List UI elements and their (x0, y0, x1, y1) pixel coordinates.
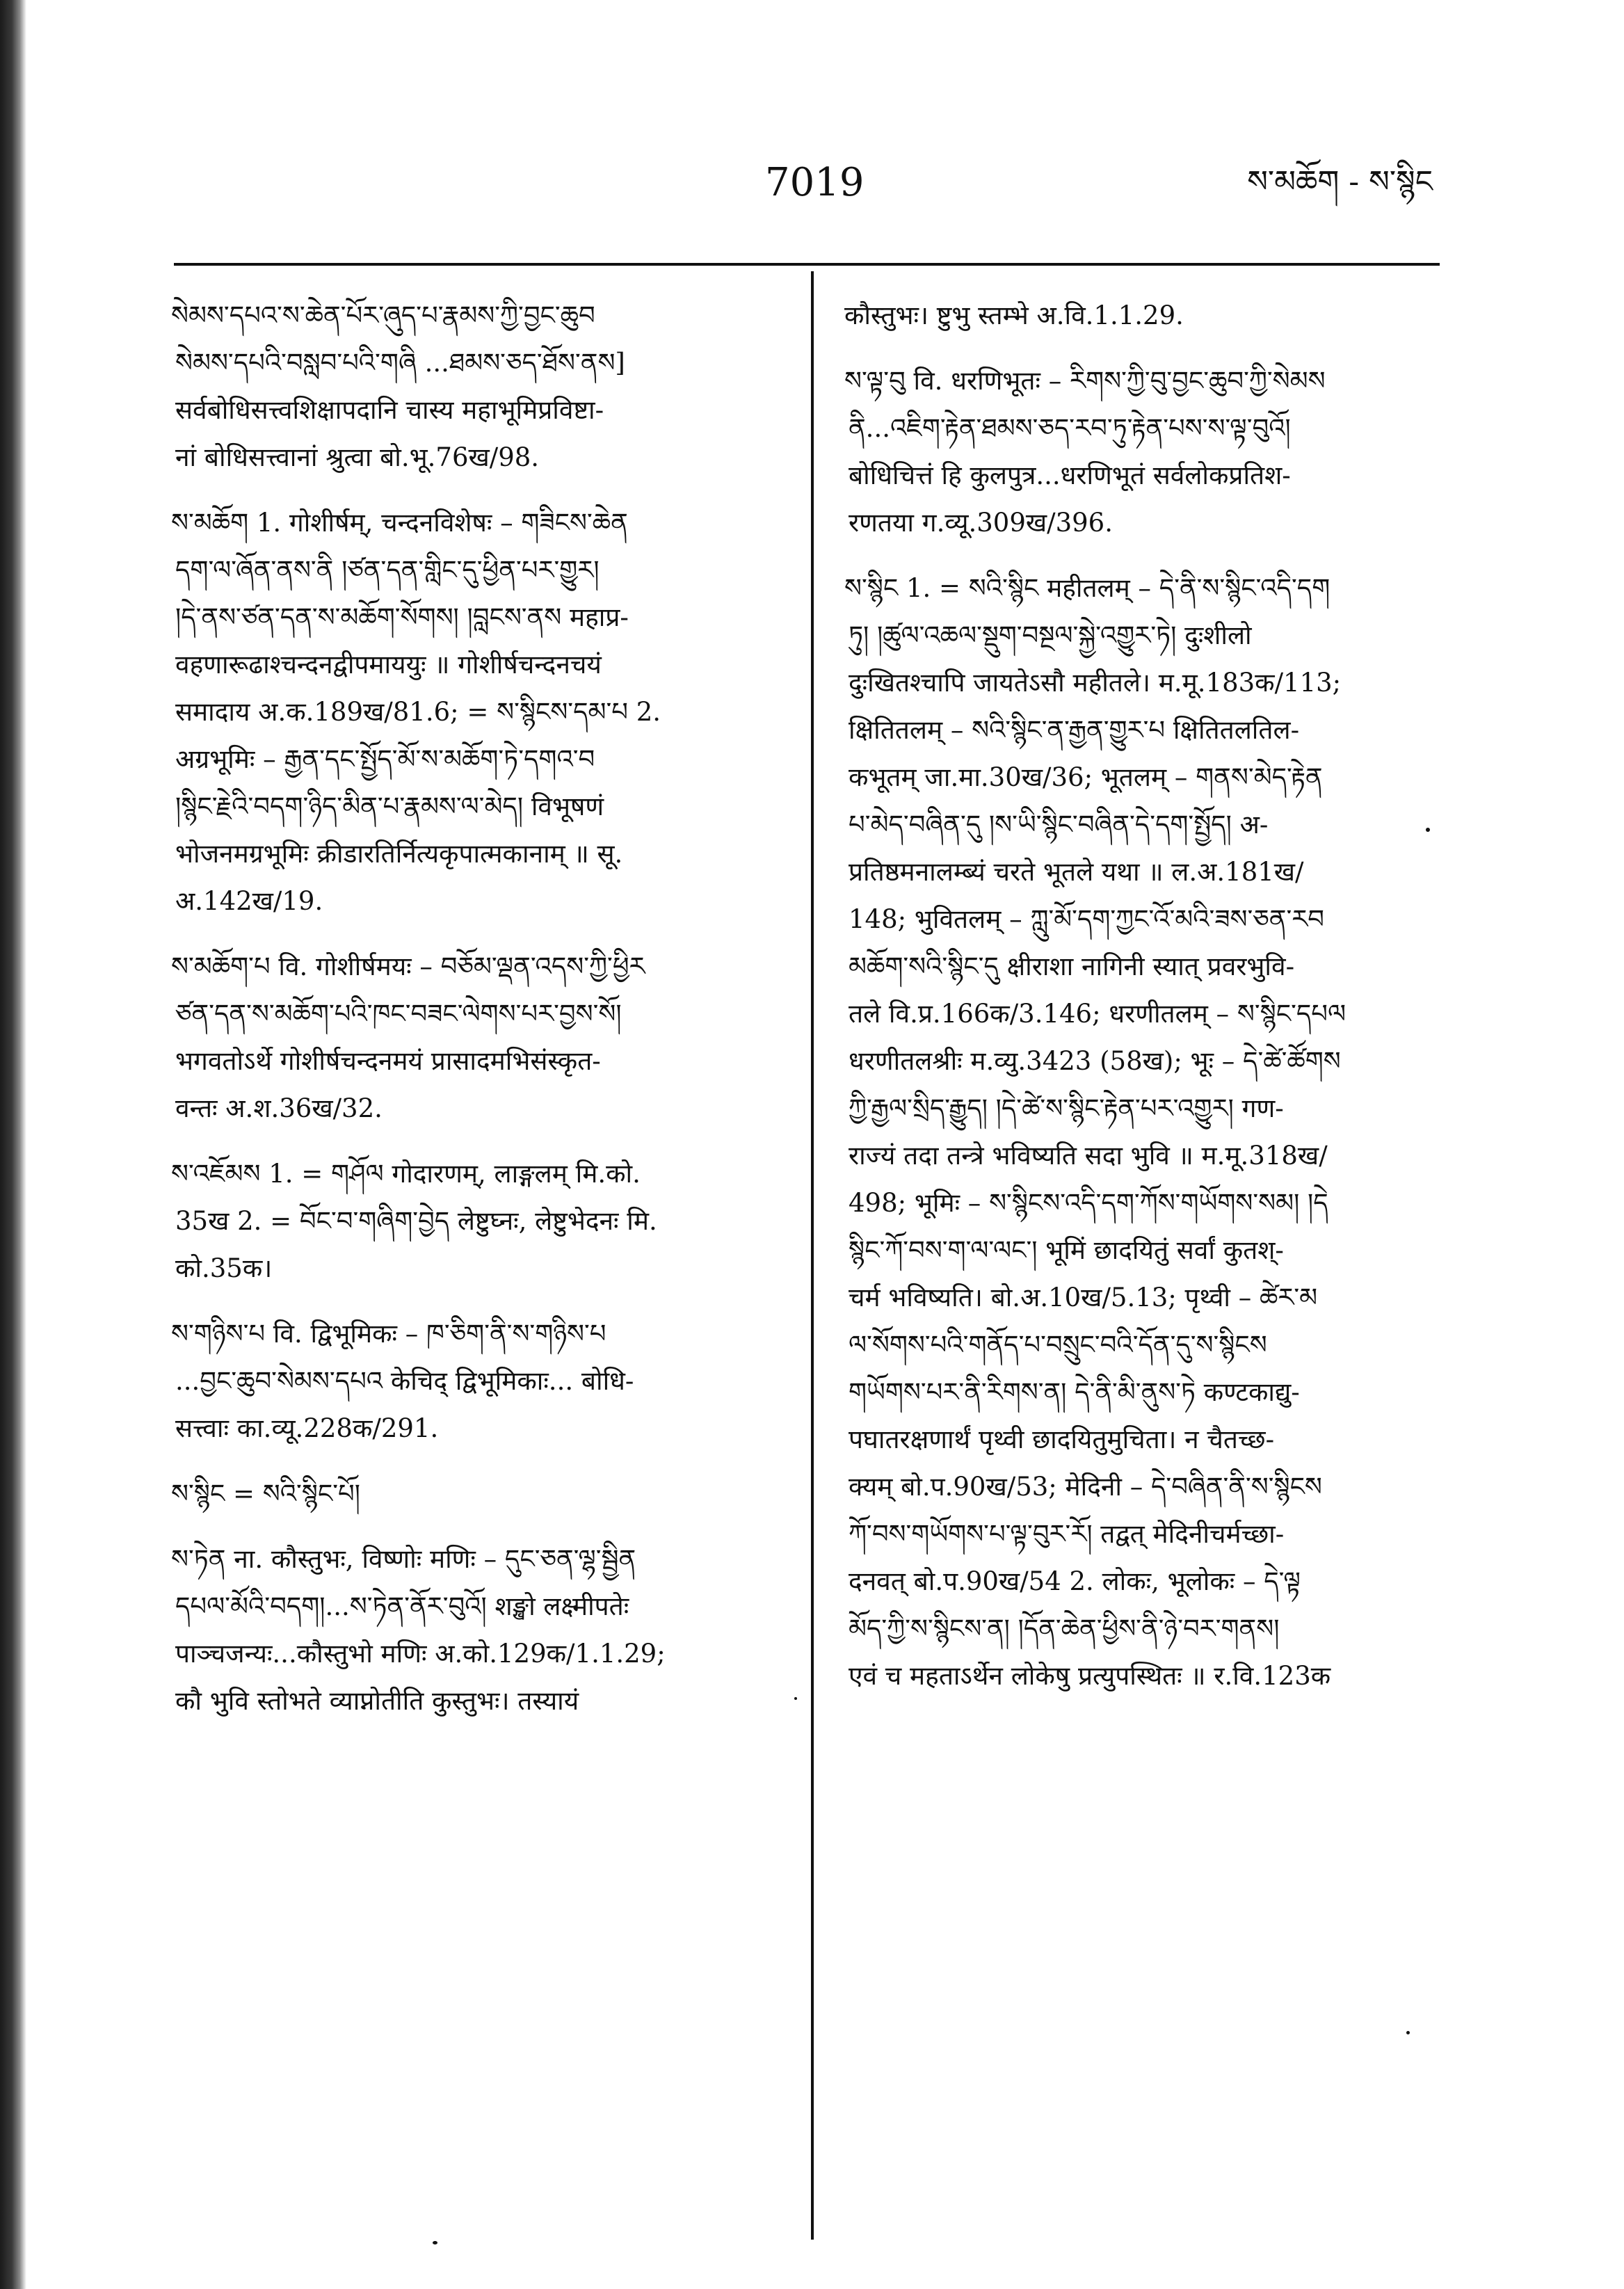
entry-line: སྙིང་ཀོ་བས་ག་ལ་ལང་། भूमिं छादयितुं सर्वां कुतश्- (849, 1235, 1284, 1265)
entry-line: ས་སྙིང 1. = སའི་སྙིང महीतलम् – དེ་ནི་ས་སྙིང་འདི་དག (844, 573, 1330, 603)
left-column (171, 292, 769, 1743)
column-divider (811, 271, 814, 2240)
scan-binding-edge (0, 0, 26, 2289)
entry-line: ཏུ། །ཚུལ་འཆལ་སྡུག་བསྔལ་སྐྱེ་འགྱུར་ཏེ། दुःशीलो (849, 620, 1252, 650)
entry-line: दनवत् बो.प.90ख/54 2. लोकः, भूलोकः – དེ་ལྟ (849, 1566, 1301, 1596)
speck-mark (1426, 828, 1430, 832)
entry-line: །སྙིང་རྗེའི་བདག་ཉིད་མིན་པ་རྣམས་ལ་མེད། विभूषणं (175, 792, 604, 821)
entry-line: बोधिचित्तं हि कुलपुत्र...धरणिभूतं सर्वलोकप्रतिश- (849, 460, 1291, 490)
dictionary-entry (171, 292, 769, 481)
speck-mark (1406, 2031, 1410, 2034)
entry-line: ས་གཉིས་པ वि. द्विभूमिकः – ཁ་ཅིག་ནི་ས་གཉིས་པ (171, 1319, 606, 1349)
entry-line: चर्म भविष्यति। बो.अ.10ख/5.13; पृथ्वी – ཚེར་མ (849, 1283, 1318, 1312)
entry-line: कौस्तुभः। ष्टुभु स्तम्भे अ.वि.1.1.29. (844, 300, 1184, 330)
entry-line: དག་ལ་ཞོན་ནས་ནི །ཙན་དན་གླིང་དུ་ཕྱིན་པར་གྱུར། (175, 555, 600, 585)
entry-line: अ.142ख/19. (175, 886, 323, 916)
entry-line: क्षितितलम् – སའི་སྙིང་ན་རྒྱན་གྱུར་པ क्षितितलतिल- (849, 715, 1300, 745)
entry-line: तले वि.प्र.166क/3.146; धरणीतलम् – ས་སྙིང་དཔལ (849, 999, 1346, 1029)
entry-line: क्यम् बो.प.90ख/53; मेदिनी – དེ་བཞིན་ནི་ས་སྙིངས (849, 1472, 1322, 1502)
entry-line: नां बोधिसत्त्वानां श्रुत्वा बो.भू.76ख/98. (175, 442, 540, 472)
entry-line: གཡོགས་པར་ནི་རིགས་ན། དེ་ནི་མི་ནུས་ཏེ कण्टकाद्यु- (849, 1377, 1300, 1407)
entry-line: रणतया ग.व्यू.309ख/396. (849, 508, 1113, 538)
page-number: 7019 (765, 160, 865, 205)
dictionary-entry (171, 943, 769, 1132)
entry-line: वन्तः अ.श.36ख/32. (175, 1093, 383, 1123)
entry-line: སེམས་དཔའི་བསླབ་པའི་གཞི ...ཐམས་ཅད་ཐོས་ནས] (175, 348, 625, 378)
entry-line: एवं च महताऽर्थेन लोकेषु प्रत्युपस्थितः ॥ र.वि.123क (849, 1661, 1331, 1691)
dictionary-entry (171, 499, 769, 925)
entry-line: भोजनमग्रभूमिः क्रीडारतिर्नित्यकृपात्मकानाम् ॥ सू. (175, 839, 623, 869)
entry-line: མཆོག་སའི་སྙིང་དུ क्षीराशा नागिनी स्यात् प्रवरभुवि- (849, 951, 1295, 981)
entry-line: ...བྱང་ཆུབ་སེམས་དཔའ केचिद् द्विभूमिकाः... बोधि- (175, 1366, 634, 1396)
running-head: ས་མཆོག - ས་སྙིང (1247, 164, 1433, 200)
dictionary-entry (171, 1150, 769, 1292)
entry-line: कौ भुवि स्तोभते व्याप्नोतीति कुस्तुभः। तस्यायं (175, 1686, 579, 1716)
entry-line: །དེ་ནས་ཙན་དན་ས་མཆོག་སོགས། །བླངས་ནས महाप्र- (175, 602, 629, 632)
entry-line: ས་སྙིང = སའི་སྙིང་པོ། (171, 1479, 360, 1509)
entry-line: को.35क। (175, 1253, 273, 1283)
entry-line: धरणीतलश्रीः म.व्यु.3423 (58ख); भूः – དེ་ཚེ་ཚོགས (849, 1046, 1341, 1076)
entry-line: ནི...འཇིག་རྟེན་ཐམས་ཅད་རབ་ཏུ་རྟེན་པས་ས་ལྟ་བུའོ། (849, 413, 1291, 443)
entry-line: ས་མཆོག་པ वि. गोशीर्षमयः – བཅོམ་ལྡན་འདས་ཀྱི་ཕྱིར (171, 951, 645, 981)
entry-line: दुःखितश्चापि जायतेऽसौ महीतले। म.मू.183क/113; (849, 668, 1342, 698)
speck-mark (433, 2241, 437, 2244)
dictionary-entry (171, 1470, 769, 1518)
dictionary-entry (171, 1536, 769, 1725)
header-rule (174, 263, 1440, 266)
right-column (844, 292, 1442, 1718)
entry-line: ལ་སོགས་པའི་གནོད་པ་བསྲུང་བའི་དོན་དུ་ས་སྙིངས (849, 1330, 1267, 1360)
entry-line: 148; भुवितलम् – ཀླུ་མོ་དག་ཀྱང་འོ་མའི་ཟས་ཅན་རབ (849, 904, 1324, 934)
entry-line: དཔལ་མོའི་བདག།...ས་ཏེན་ནོར་བུའོ། शङ्खो लक्ष्मीपतेः (175, 1591, 629, 1621)
entry-line: सत्त्वाः का.व्यू.228क/291. (175, 1413, 439, 1443)
entry-line: ས་མཆོག 1. गोशीर्षम्, चन्दनविशेषः – གཟིངས་ཆེན (171, 508, 628, 538)
entry-line: कभूतम् जा.मा.30ख/36; भूतलम् – གནས་མེད་རྟེན (849, 762, 1323, 792)
entry-line: སེམས་དཔའ་ས་ཆེན་པོར་ཞུད་པ་རྣམས་ཀྱི་བྱང་ཆུབ (171, 300, 595, 330)
dictionary-entry (171, 1310, 769, 1452)
entry-line: ཀོ་བས་གཡོགས་པ་ལྟ་བུར་རོ། तद्वत् मेदिनीचर्मच्छा- (849, 1519, 1285, 1549)
entry-line: अग्रभूमिः – རྒྱན་དང་སྤྱོད་མོ་ས་མཆོག་ཏེ་དགའ་བ (175, 744, 595, 774)
entry-line: ས་ལྟ་བུ वि. धरणिभूतः – རིགས་ཀྱི་བུ་བྱང་ཆུབ་ཀྱི་སེམས (844, 366, 1326, 396)
entry-line: सर्वबोधिसत्त्वशिक्षापदानि चास्य महाभूमिप्रविष्टा- (175, 395, 604, 425)
speck-mark (794, 1697, 797, 1700)
entry-line: ཙན་དན་ས་མཆོག་པའི་ཁང་བཟང་ལེགས་པར་བྱས་སོ། (175, 999, 622, 1029)
entry-line: पाञ्चजन्यः...कौस्तुभो मणिः अ.को.129क/1.1.29; (175, 1639, 666, 1669)
entry-line: པ་མེད་བཞིན་དུ །ས་ཡི་སྙིང་བཞིན་དེ་དག་སྤྱོད། अ- (849, 810, 1269, 840)
dictionary-entry (844, 292, 1442, 339)
entry-line: प्रतिष्ठमनालम्ब्यं चरते भूतले यथा ॥ ल.अ.181ख/ (849, 857, 1304, 887)
entry-line: ས་ཏེན ना. कौस्तुभः, विष्णोः मणिः – དུང་ཅན་ལྷ་སྦྱིན (171, 1544, 636, 1574)
dictionary-entry (844, 358, 1442, 547)
entry-line: ས་འཇོམས 1. = གཤོལ गोदारणम्, लाङ्गलम् मि.को. (171, 1159, 641, 1189)
entry-line: 498; भूमिः – ས་སྙིངས་འདི་དག་ཀོས་གཡོགས་སམ། །དེ (849, 1188, 1328, 1218)
entry-line: 35ख 2. = བོང་བ་གཞིག་བྱེད लेष्टुघ्नः, लेष्टुभेदनः मि. (175, 1206, 657, 1236)
dictionary-entry (844, 565, 1442, 1700)
entry-line: མོད་ཀྱི་ས་སྙིངས་ན། །དོན་ཆེན་ཕྱིས་ནི་ཉེ་བར་གནས། (849, 1614, 1280, 1644)
entry-line: राज्यं तदा तन्त्रे भविष्यति सदा भुवि ॥ म.मू.318ख/ (849, 1141, 1328, 1171)
entry-line: वहणारूढाश्चन्दनद्वीपमाययुः ॥ गोशीर्षचन्दनचयं (175, 650, 602, 680)
entry-line: भगवतोऽर्थे गोशीर्षचन्दनमयं प्रासादमभिसंस्कृत- (175, 1046, 601, 1076)
entry-line: ཀྱི་རྒྱལ་སྲིད་རྒྱུད། །དེ་ཚེ་ས་སྙིང་རྟེན་པར་འགྱུར། गण- (849, 1093, 1284, 1123)
entry-line: पघातरक्षणार्थं पृथ्वी छादयितुमुचिता। न चैतच्छ- (849, 1424, 1275, 1454)
entry-line: समादाय अ.क.189ख/81.6; = ས་སྙིངས་དམ་པ 2. (175, 697, 661, 727)
